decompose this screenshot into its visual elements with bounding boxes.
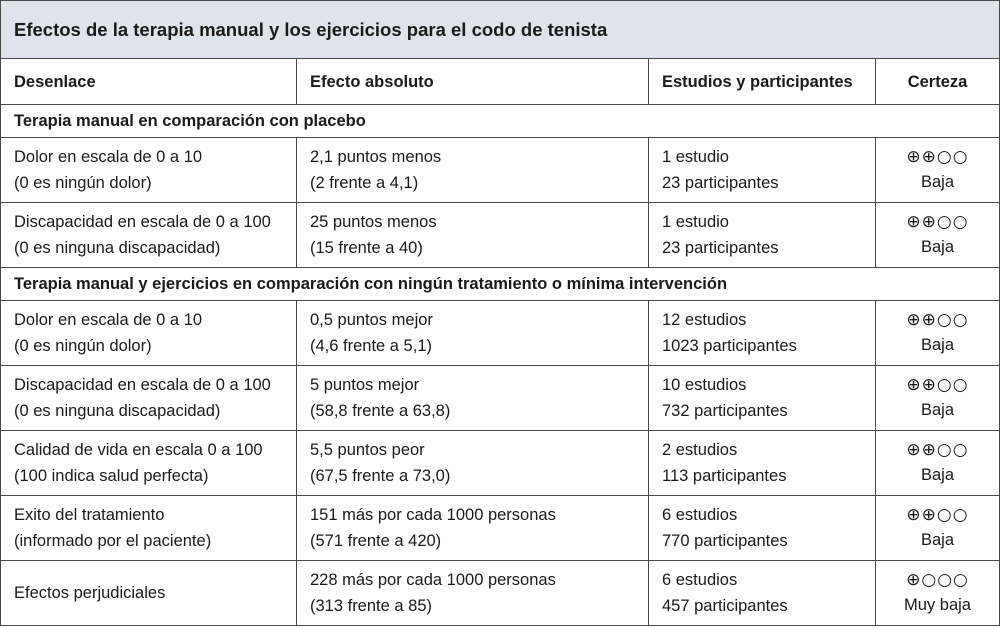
- effect-line: (313 frente a 85): [310, 597, 432, 615]
- studies-line: 6 estudios: [662, 571, 738, 589]
- certainty-cell: [876, 203, 1000, 268]
- studies-line: 23 participantes: [662, 239, 779, 257]
- effect-cell: [297, 138, 649, 203]
- outcome-cell: [1, 561, 297, 626]
- effect-cell: [297, 301, 649, 366]
- outcome-line: (0 es ningún dolor): [14, 337, 152, 355]
- effect-line: 228 más por cada 1000 personas: [310, 571, 556, 589]
- outcome-line: (informado por el paciente): [14, 532, 212, 550]
- certainty-label: Baja: [920, 238, 955, 256]
- studies-line: 1 estudio: [662, 213, 729, 231]
- section-label: Terapia manual y ejercicios en comparación con ningún tratamiento o mínima intervención: [1, 268, 1000, 301]
- outcome-line: (100 indica salud perfecta): [14, 467, 209, 485]
- certainty-label: Muy baja: [904, 596, 971, 614]
- studies-line: 10 estudios: [662, 376, 747, 394]
- outcome-cell: [1, 431, 297, 496]
- certainty-cell: [876, 138, 1000, 203]
- studies-cell: [649, 561, 876, 626]
- outcome-line: Discapacidad en escala de 0 a 100: [14, 376, 271, 394]
- effect-line: 2,1 puntos menos: [310, 148, 442, 166]
- outcome-line: (0 es ninguna discapacidad): [14, 402, 221, 420]
- table-row: [1, 366, 1000, 431]
- certainty-rating-icon: ⊕⊕○○: [906, 440, 969, 460]
- certainty-cell: [876, 366, 1000, 431]
- effect-cell: [297, 431, 649, 496]
- certainty-label: Baja: [920, 173, 955, 191]
- table-row: [1, 431, 1000, 496]
- certainty-label: Baja: [920, 531, 955, 549]
- outcome-cell: [1, 301, 297, 366]
- studies-cell: [649, 203, 876, 268]
- outcome-line: Dolor en escala de 0 a 10: [14, 311, 203, 329]
- outcome-line: (0 es ningún dolor): [14, 174, 152, 192]
- studies-cell: [649, 138, 876, 203]
- studies-line: 113 participantes: [662, 467, 787, 485]
- certainty-cell: [876, 561, 1000, 626]
- certainty-rating-icon: ⊕⊕○○: [906, 212, 969, 232]
- header-certainty: Certeza: [876, 59, 1000, 105]
- outcome-line: Exito del tratamiento: [14, 506, 165, 524]
- header-row: [1, 59, 1000, 105]
- studies-line: 770 participantes: [662, 532, 788, 550]
- table-title: Efectos de la terapia manual y los ejercicios para el codo de tenista: [1, 1, 1000, 59]
- effect-line: (58,8 frente a 63,8): [310, 402, 451, 420]
- title-row: [1, 1, 1000, 59]
- certainty-label: Baja: [920, 401, 955, 419]
- table-row: [1, 301, 1000, 366]
- outcome-line: Efectos perjudiciales: [14, 584, 166, 602]
- certainty-cell: [876, 431, 1000, 496]
- section-label: Terapia manual en comparación con placebo: [1, 105, 1000, 138]
- certainty-cell: [876, 301, 1000, 366]
- studies-line: 12 estudios: [662, 311, 747, 329]
- outcome-cell: [1, 366, 297, 431]
- section-row: [1, 105, 1000, 138]
- studies-line: 1 estudio: [662, 148, 729, 166]
- studies-cell: [649, 366, 876, 431]
- studies-line: 6 estudios: [662, 506, 738, 524]
- table-row: [1, 496, 1000, 561]
- table-row: [1, 138, 1000, 203]
- effect-line: (2 frente a 4,1): [310, 174, 419, 192]
- studies-cell: [649, 301, 876, 366]
- effect-line: (4,6 frente a 5,1): [310, 337, 432, 355]
- studies-line: 732 participantes: [662, 402, 788, 420]
- effect-line: (571 frente a 420): [310, 532, 442, 550]
- effect-cell: [297, 366, 649, 431]
- certainty-rating-icon: ⊕⊕○○: [906, 505, 969, 525]
- effect-cell: [297, 203, 649, 268]
- effect-cell: [297, 561, 649, 626]
- effect-line: 5,5 puntos peor: [310, 441, 425, 459]
- section-row: [1, 268, 1000, 301]
- outcome-cell: [1, 203, 297, 268]
- studies-cell: [649, 431, 876, 496]
- outcome-cell: [1, 496, 297, 561]
- outcome-line: Discapacidad en escala de 0 a 100: [14, 213, 271, 231]
- effect-line: 25 puntos menos: [310, 213, 437, 231]
- effect-line: 5 puntos mejor: [310, 376, 420, 394]
- studies-line: 1023 participantes: [662, 337, 797, 355]
- table-row: [1, 203, 1000, 268]
- studies-line: 2 estudios: [662, 441, 738, 459]
- outcome-line: Calidad de vida en escala 0 a 100: [14, 441, 263, 459]
- certainty-rating-icon: ⊕⊕○○: [906, 147, 969, 167]
- studies-cell: [649, 496, 876, 561]
- outcome-line: Dolor en escala de 0 a 10: [14, 148, 203, 166]
- header-effect: Efecto absoluto: [297, 59, 649, 105]
- certainty-rating-icon: ⊕○○○: [906, 570, 969, 590]
- outcome-line: (0 es ninguna discapacidad): [14, 239, 221, 257]
- table-row: [1, 561, 1000, 626]
- header-outcome: Desenlace: [1, 59, 297, 105]
- effect-cell: [297, 496, 649, 561]
- certainty-rating-icon: ⊕⊕○○: [906, 375, 969, 395]
- header-studies: Estudios y participantes: [649, 59, 876, 105]
- outcome-cell: [1, 138, 297, 203]
- effect-line: 0,5 puntos mejor: [310, 311, 433, 329]
- certainty-rating-icon: ⊕⊕○○: [906, 310, 969, 330]
- effect-line: (15 frente a 40): [310, 239, 423, 257]
- certainty-label: Baja: [920, 466, 955, 484]
- certainty-label: Baja: [920, 336, 955, 354]
- effect-line: 151 más por cada 1000 personas: [310, 506, 556, 524]
- effect-line: (67,5 frente a 73,0): [310, 467, 451, 485]
- certainty-cell: [876, 496, 1000, 561]
- studies-line: 457 participantes: [662, 597, 788, 615]
- studies-line: 23 participantes: [662, 174, 779, 192]
